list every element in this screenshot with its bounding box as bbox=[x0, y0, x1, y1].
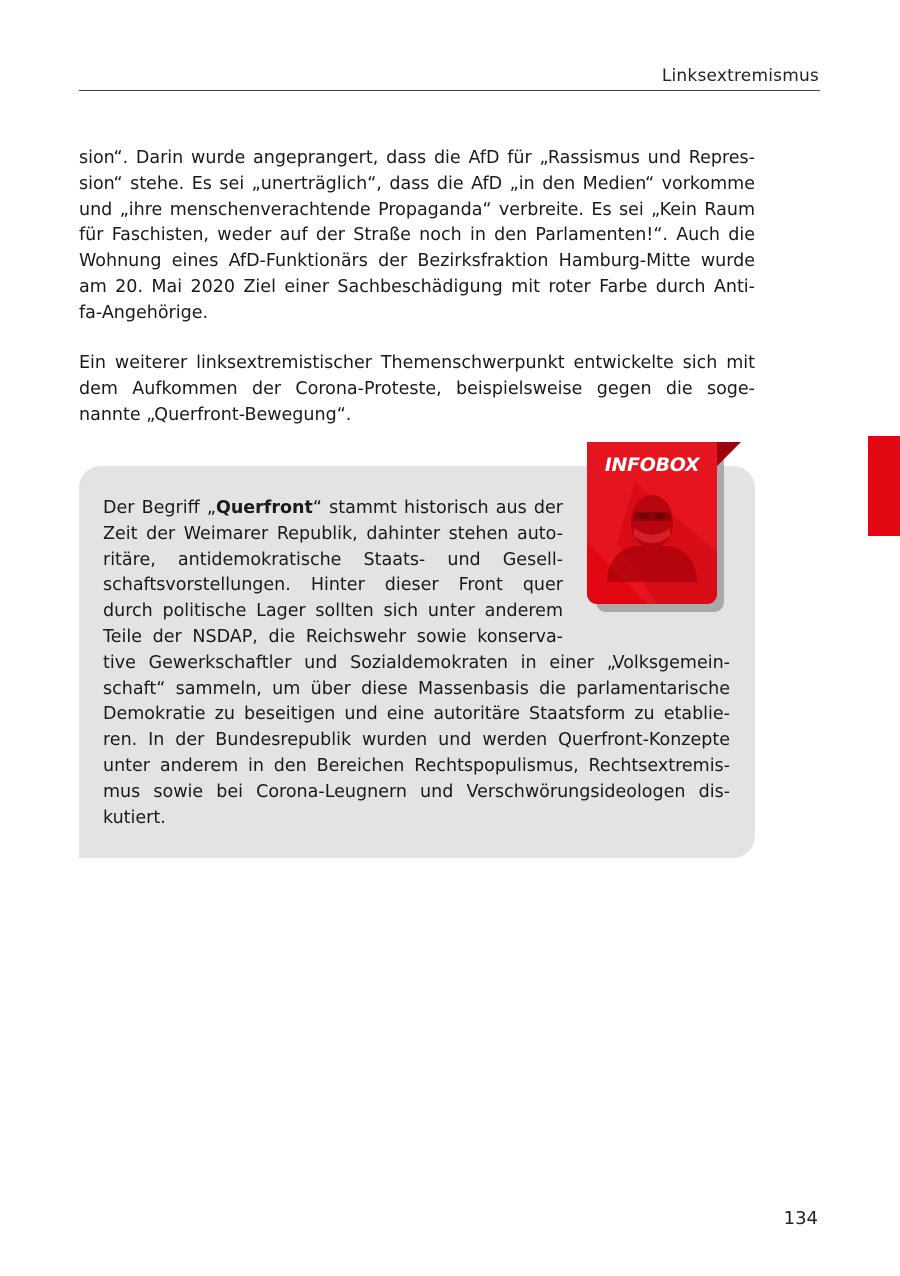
infobox-line: ritäre, antidemokratische Staats- und Gesell- bbox=[103, 549, 563, 570]
paragraph-1 bbox=[79, 146, 755, 327]
infobox-line: ren. In der Bundesrepublik wurden und werden Querfront-Konzepte bbox=[103, 730, 730, 751]
paragraph-1-line: fa-Angehörige. bbox=[79, 302, 209, 323]
paragraph-1-line: am 20. Mai 2020 Ziel einer Sachbeschädigung mit roter Farbe durch Anti- bbox=[79, 276, 755, 297]
infobox-line: Zeit der Weimarer Republik, dahinter stehen auto- bbox=[103, 523, 563, 544]
paragraph-1-line: für Faschisten, weder auf der Straße noch in den Parlamenten!“. Auch die bbox=[79, 225, 755, 246]
infobox-term: Querfront bbox=[215, 498, 313, 518]
infobox-line: schaft“ sammeln, um über diese Massenbasis die parlamentarische bbox=[103, 678, 730, 699]
paragraph-1-line: und „ihre menschenverachtende Propaganda“ verbreite. Es sei „Kein Raum bbox=[79, 199, 755, 220]
paragraph-2 bbox=[79, 351, 755, 428]
page-number: 134 bbox=[783, 1208, 818, 1229]
running-head-title: Linksextremismus bbox=[661, 66, 819, 86]
infobox-line: Teile der NSDAP, die Reichswehr sowie konserva- bbox=[103, 626, 563, 647]
infobox-line: kutiert. bbox=[103, 807, 166, 828]
paragraph-2-line: Ein weiterer linksextremistischer Themenschwerpunkt entwickelte sich mit bbox=[79, 353, 755, 373]
infobox-line: Demokratie zu beseitigen und eine autoritäre Staatsform zu etablie- bbox=[103, 704, 730, 725]
paragraph-2-line: dem Aufkommen der Corona-Proteste, beispielsweise gegen die soge- bbox=[79, 378, 755, 399]
infobox-badge-fold bbox=[717, 442, 741, 466]
infobox-term-prefix: Der Begriff „ bbox=[103, 498, 216, 518]
paragraph-1-line: Wohnung eines AfD-Funktionärs der Bezirksfraktion Hamburg-Mitte wurde bbox=[79, 251, 755, 272]
paragraph-1-line: sion“. Darin wurde angeprangert, dass die AfD für „Rassismus und Repres- bbox=[79, 148, 755, 168]
infobox-badge-label: INFOBOX bbox=[604, 454, 700, 476]
infobox-line: unter anderem in den Bereichen Rechtspopulismus, Rechtsextremis- bbox=[103, 755, 730, 776]
header-rule bbox=[79, 90, 820, 91]
infobox-line: durch politische Lager sollten sich unter anderem bbox=[103, 601, 563, 622]
infobox-line: tive Gewerkschaftler und Sozialdemokraten in einer „Volksgemein- bbox=[103, 652, 730, 673]
chapter-tab-marker bbox=[868, 436, 900, 536]
paragraph-1-line: sion“ stehe. Es sei „unerträglich“, dass die AfD „in den Medien“ vorkomme bbox=[79, 173, 755, 194]
infobox-term-suffix: “ stammt historisch aus der bbox=[312, 498, 563, 518]
paragraph-2-line: nannte „Querfront-Bewegung“. bbox=[79, 404, 352, 425]
infobox-first-line bbox=[103, 496, 563, 522]
infobox-line: mus sowie bei Corona-Leugnern und Verschwörungsideologen dis- bbox=[103, 781, 730, 802]
infobox-line: schaftsvorstellungen. Hinter dieser Front quer bbox=[103, 575, 563, 596]
infobox-badge bbox=[587, 442, 717, 604]
